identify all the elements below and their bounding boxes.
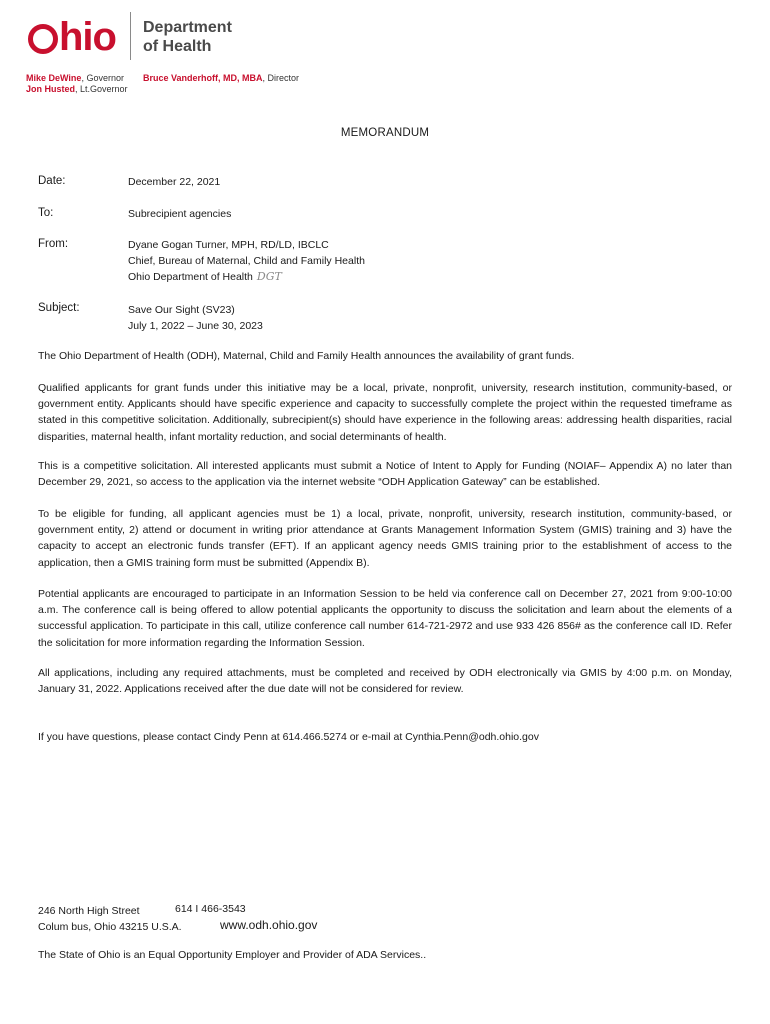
from-label: From: (38, 238, 69, 250)
signature-initials: DGT (256, 270, 282, 283)
lt-governor-title: , Lt.Governor (75, 84, 128, 94)
footer-website: www.odh.ohio.gov (220, 918, 318, 932)
from-line2: Chief, Bureau of Maternal, Child and Family Health (128, 255, 365, 267)
paragraph-contact: If you have questions, please contact Cindy Penn at 614.466.5274 or e-mail at Cynthia.Penn@odh.ohio.gov (38, 731, 539, 743)
paragraph-qualified-applicants: Qualified applicants for grant funds under this initiative may be a local, private, nonprofit, university, research institution, community-based, or government entity. Applicants should have specific experience and capacity to successfully complete the project within the requested timeframe as stated in this competitive solicitation. Additionally, subrecipient(s) should have experience in the following areas: addressing health disparities, racial disparities, maternal health, infant mortality reduction, and social determinants of health. (38, 382, 732, 443)
from-line3: Ohio Department of Health (128, 271, 253, 283)
footer-address (38, 903, 182, 935)
paragraph-competitive-solicitation: This is a competitive solicitation. All interested applicants must submit a Notice of Intent to Apply for Funding (NOIAF– Appendix A) no later than December 29, 2021, so access to the application via the internet website “ODH Application Gateway” can be established. (38, 460, 732, 489)
address-line2: Colum bus, Ohio 43215 U.S.A. (38, 921, 182, 933)
from-line1: Dyane Gogan Turner, MPH, RD/LD, IBCLC (128, 239, 329, 251)
director-title: , Director (262, 73, 300, 83)
ohio-logo-text: hio (59, 15, 116, 59)
from-value (128, 237, 365, 285)
to-label: To: (38, 207, 54, 219)
paragraph-announcement: The Ohio Department of Health (ODH), Maternal, Child and Family Health announces the availability of grant funds. (38, 350, 575, 362)
director-name: Bruce Vanderhoff, MD, MBA (143, 73, 263, 83)
memo-title: MEMORANDUM (340, 127, 430, 139)
paragraph-information-session: Potential applicants are encouraged to participate in an Information Session to be held via conference call on December 27, 2021 from 9:00-10:00 a.m. The conference call is being offered to allow potential applicants the opportunity to discuss the solicitation and learn about the elements of a successful application. To participate in this call, utilize conference call number 614-721-2972 and use 933 426 856# as the conference call ID. Refer the solicitation for more information regarding the Information Session. (38, 588, 732, 649)
subject-line2: July 1, 2022 – June 30, 2023 (128, 320, 263, 332)
subject-label: Subject: (38, 302, 80, 314)
department-name (143, 18, 232, 56)
governor-name: Mike DeWine (26, 73, 82, 83)
address-line1: 246 North High Street (38, 905, 140, 917)
director-block (143, 73, 299, 84)
subject-line1: Save Our Sight (SV23) (128, 304, 235, 316)
governor-title: , Governor (81, 73, 124, 83)
date-label: Date: (38, 175, 66, 187)
to-value: Subrecipient agencies (128, 208, 232, 220)
date-value: December 22, 2021 (128, 176, 221, 188)
footer-phone: 614 I 466-3543 (175, 903, 246, 915)
lt-governor-name: Jon Husted (26, 84, 76, 94)
department-line1: Department (143, 19, 232, 36)
governor-block (26, 73, 128, 95)
ohio-logo (28, 14, 116, 60)
paragraph-applications-due: All applications, including any required attachments, must be completed and received by ODH electronically via GMIS by 4:00 p.m. on Monday, January 31, 2022. Applications received after the due date will not be considered for review. (38, 667, 732, 696)
department-line2: of Health (143, 38, 212, 55)
paragraph-eligibility: To be eligible for funding, all applicant agencies must be 1) a local, private, nonprofit, university, research institution, community-based, or government entity, 2) attend or document in writing prior attendance at Grants Management Information System (GMIS) training and 3) have the capacity to accept an electronic funds transfer (EFT). If an applicant agency needs GMIS training prior to the establishment of access to the application, then a GMIS training form must be submitted (Appendix B). (38, 508, 732, 569)
footer-eeo-statement: The State of Ohio is an Equal Opportunity Employer and Provider of ADA Services.. (38, 949, 427, 961)
ohio-logo-o-icon (28, 24, 58, 54)
logo-divider (130, 12, 131, 60)
subject-value (128, 302, 263, 334)
